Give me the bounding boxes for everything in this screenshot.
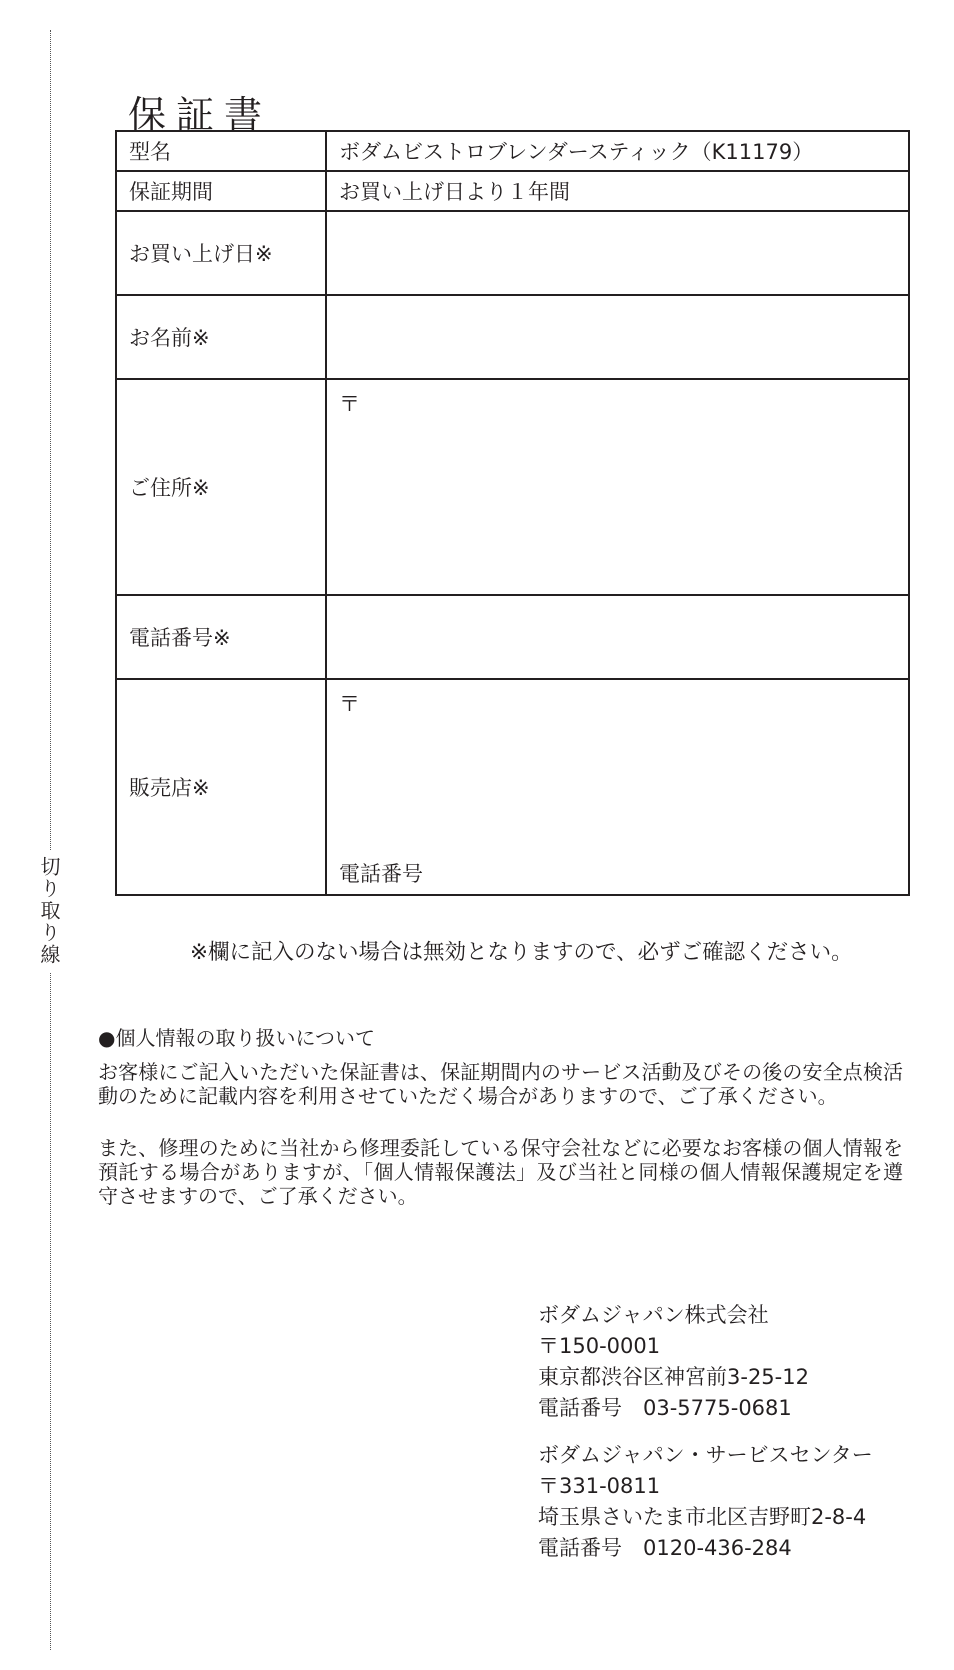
shop-phone-label: 電話番号	[339, 862, 423, 886]
address-label: ご住所※	[116, 379, 326, 595]
privacy-heading: ●個人情報の取り扱いについて	[98, 1026, 376, 1050]
validity-note: ※欄に記入のない場合は無効となりますので、必ずご確認ください。	[190, 940, 853, 965]
contact-block-service-center	[538, 1440, 873, 1564]
warranty-table	[115, 130, 910, 896]
contact-postal-code: 〒150-0001	[538, 1334, 661, 1358]
model-value: ボダムビストロブレンダースティック（K11179）	[326, 131, 909, 171]
table-row-address	[116, 379, 909, 595]
cut-line	[50, 30, 51, 1650]
table-row-phone	[116, 595, 909, 679]
model-label: 型名	[116, 131, 326, 171]
table-row-shop	[116, 679, 909, 895]
table-row-period	[116, 171, 909, 211]
contact-company-name: ボダムジャパン株式会社	[538, 1303, 769, 1327]
contact-address: 埼玉県さいたま市北区吉野町2-8-4	[538, 1505, 867, 1529]
table-row-purchase-date	[116, 211, 909, 295]
contact-phone: 電話番号 03-5775-0681	[538, 1396, 792, 1420]
shop-postal-mark: 〒	[339, 692, 360, 716]
period-value: お買い上げ日より１年間	[326, 171, 909, 211]
phone-field[interactable]	[326, 595, 909, 679]
contact-block-japan	[538, 1300, 809, 1424]
table-row-name	[116, 295, 909, 379]
privacy-paragraph-2: また、修理のために当社から修理委託している保守会社などに必要なお客様の個人情報を預託する場合がありますが、「個人情報保護法」及び当社と同様の個人情報保護規定を遵守させますので、ご了承ください。	[98, 1136, 903, 1208]
period-label: 保証期間	[116, 171, 326, 211]
name-field[interactable]	[326, 295, 909, 379]
contact-address: 東京都渋谷区神宮前3-25-12	[538, 1365, 809, 1389]
contact-phone: 電話番号 0120-436-284	[538, 1536, 792, 1560]
address-field[interactable]	[326, 379, 909, 595]
cut-line-label: 切り取り線	[38, 850, 64, 972]
privacy-paragraph-1: お客様にご記入いただいた保証書は、保証期間内のサービス活動及びその後の安全点検活動のために記載内容を利用させていただく場合がありますので、ご了承ください。	[98, 1060, 903, 1108]
shop-label: 販売店※	[116, 679, 326, 895]
page-title: 保証書	[128, 93, 273, 137]
contact-company-name: ボダムジャパン・サービスセンター	[538, 1443, 873, 1467]
table-row-model	[116, 131, 909, 171]
contact-postal-code: 〒331-0811	[538, 1474, 661, 1498]
name-label: お名前※	[116, 295, 326, 379]
purchase-date-field[interactable]	[326, 211, 909, 295]
purchase-date-label: お買い上げ日※	[116, 211, 326, 295]
phone-label: 電話番号※	[116, 595, 326, 679]
shop-field[interactable]	[326, 679, 909, 895]
address-postal-mark: 〒	[339, 392, 360, 416]
